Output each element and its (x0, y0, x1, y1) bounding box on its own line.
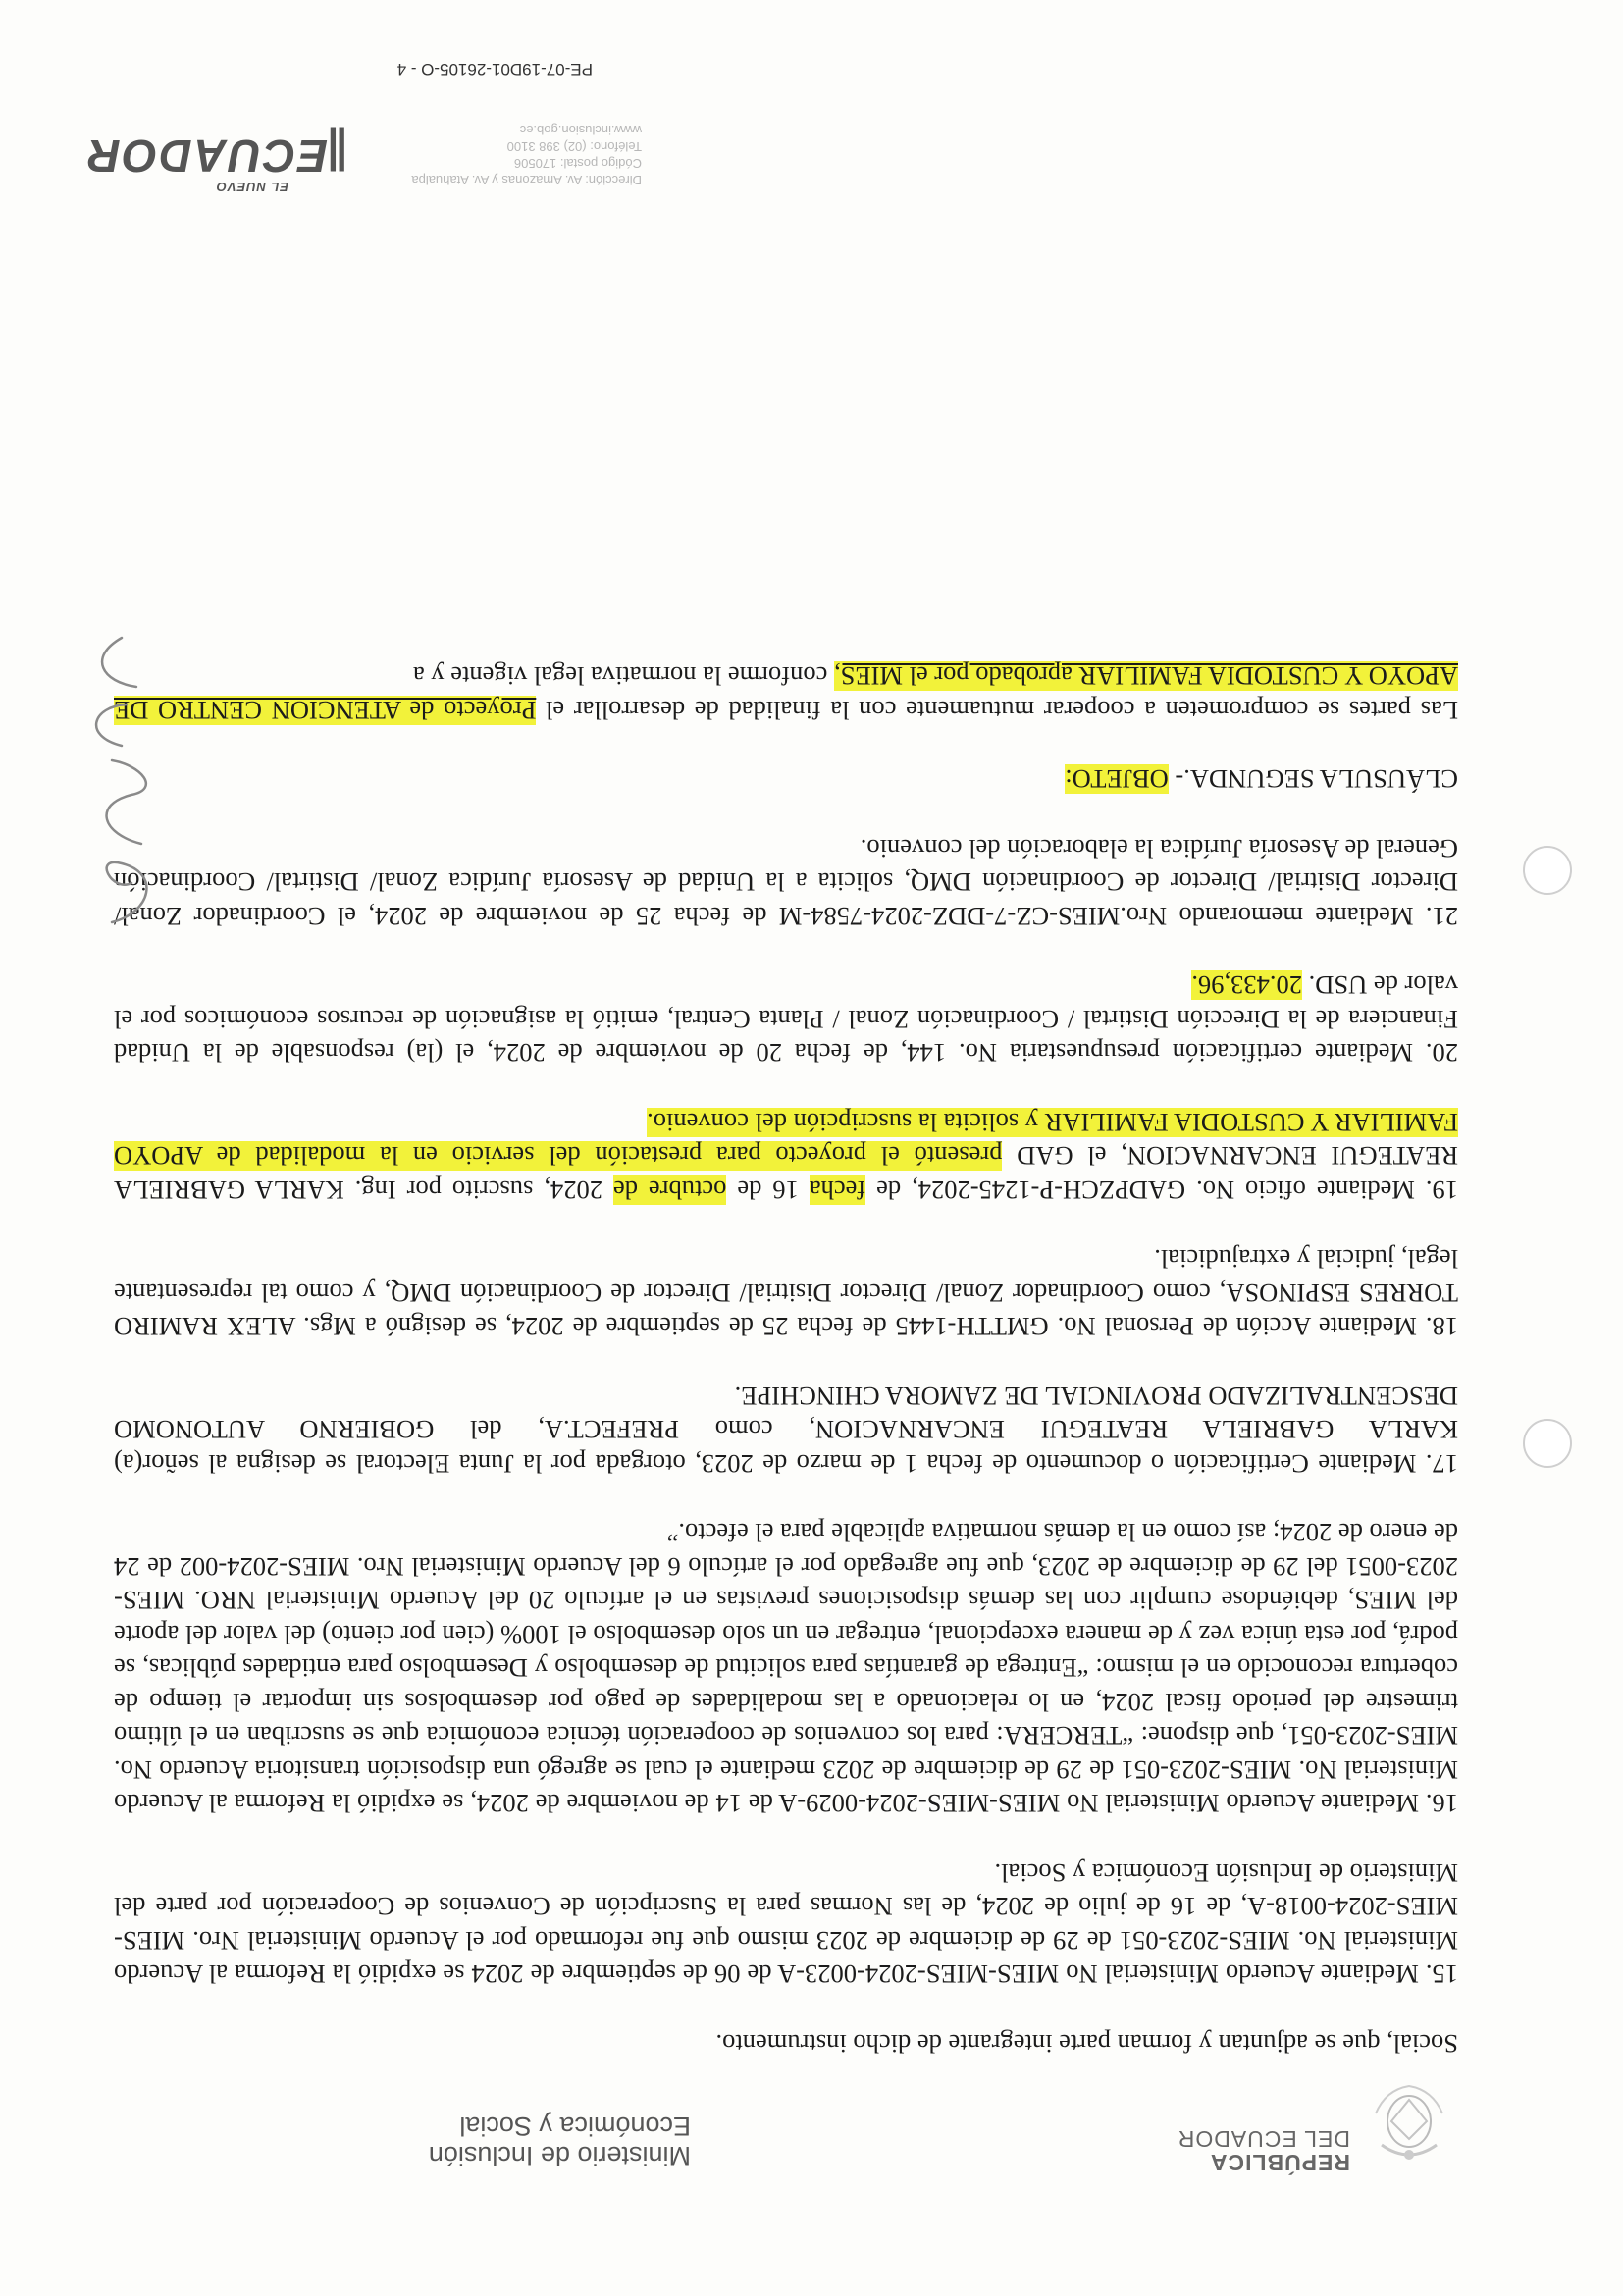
brand-small-text: EL NUEVO (215, 180, 288, 194)
paragraph-22 (114, 659, 1458, 727)
clause-heading (114, 762, 1458, 797)
page-footer (82, 60, 1456, 196)
p19-text-a: 19. Mediante oficio No. GADPZCH-P-1245-2024, de (865, 1175, 1458, 1205)
punch-hole-icon (1523, 846, 1572, 895)
p22-text-a: Las partes se comprometen a cooperar mutuamente con la finalidad de desarrollar el (536, 696, 1458, 725)
brand-bars-icon: ∥ (327, 127, 349, 178)
brand-big-text: ECUADOR (85, 130, 328, 182)
clause-title: CLÁUSULA SEGUNDA.- (1168, 764, 1458, 795)
p20-text-a: 20. Mediante certificación presupuestaria No. 144, de fecha 20 de noviembre de 2024, el (la) responsable de la Unidad Financiera de la Dirección Distirtal / Coordinación Zonal / Planta Central, emitió la asignación de recursos económicos por el valor de USD. (114, 970, 1458, 1069)
p22-highlight-project: Proyecto de ATENCION CENTRO DE APOYO Y CUSTODIA FAMILIAR aprobado por el MIES, (114, 661, 1458, 725)
handwritten-signature (43, 618, 181, 932)
paragraph-21: 21. Mediante memorando Nro.MIES-CZ-7-DDZ-2024-7584-M de fecha 25 de noviembre de 2024, el Coordinador Zonal/ Director Disitrial/ Director de Coordinación DMQ, solicita a la Unidad de Asesoría Jurídica Zonal/ Distirtal/ Coordinación General de Asesoría Jurídica la elaboración del convenio. (114, 834, 1458, 931)
p22-text-c: conforme la normativa legal vigente y a (413, 661, 835, 692)
document-code: PE-07-19D01-26105-O - 4 (396, 60, 593, 78)
republic-line-2: DEL ECUADOR (1177, 2126, 1350, 2152)
footer-address-line: Teléfono: (02) 398 3100 (506, 139, 642, 154)
p19-highlight-fecha: fecha (809, 1175, 866, 1205)
paragraph-18: 18. Mediante Acción de Personal No. GMTTH-1445 de fecha 25 de septiembre de 2024, se designó a Mgs. ALEX RAMIRO TORRES ESPINOSA, como Coordinador Zonal/ Director Disitrial/ Director de Coordinación DMQ, y como tal representante legal, judicial y extrajudicial. (114, 1244, 1458, 1342)
ministry-line-2: Económica y Social (459, 2112, 691, 2141)
ministry-line-1: Ministerio de Inclusión (428, 2141, 691, 2170)
letterhead (82, 2062, 1456, 2180)
document-body (114, 659, 1458, 2061)
footer-address-line: Código postal: 170506 (513, 156, 642, 171)
ministry-name (429, 2112, 691, 2170)
p19-highlight-octubre: octubre de (612, 1175, 727, 1205)
el-nuevo-ecuador-logo (85, 127, 349, 194)
p20-highlight-amount: 20.433,96. (1191, 970, 1303, 1001)
republic-name (1178, 2127, 1350, 2174)
footer-address (396, 122, 642, 188)
punch-hole-icon (1523, 1419, 1572, 1468)
paragraph-20 (114, 968, 1458, 1070)
paragraph-17: 17. Mediante Certificación o documento de fecha 1 de marzo de 2023, otorgada por la Junta Electoral se designa al señor(a) KARLA GABRIELA REATEGUI ENCARNACION, como PREFECT.A, del GOBIERNO AUTONOMO DESCENTRALIZADO PROVINCIAL DE ZAMORA CHINCHIPE. (114, 1382, 1458, 1479)
coat-of-arms-icon (1362, 2078, 1456, 2172)
p19-text-e: 2024, suscrito por Ing. KARLA GABRIELA REATEGUI ENCARNACION, el GAD (114, 1141, 1458, 1205)
p19-text-c: 16 de (726, 1175, 810, 1205)
footer-address-line: www.inclusion.gob.ec (519, 123, 642, 137)
paragraph-14-end: Social, que se adjuntan y forman parte integrante de dicho instrumento. (715, 2029, 1458, 2059)
footer-address-line: Dirección: Av. Amazonas y Av. Atahualpa (411, 173, 642, 187)
paragraph-15: 15. Mediante Acuerdo Ministerial No MIES-MIES-2024-0023-A de 06 de septiembre de 2024 se expidió la Reforma al Acuerdo Ministerial No. MIES-2023-051 de 29 de diciembre de 2023 mismo que fue reformado por el Acuerdo Ministerial Nro. MIES-MIES-2024-0018-A, de 16 de julio de 2024, de las Normas para la Suscripción de Convenios de Cooperación por parte del Ministerio de Inclusión Económica y Social. (114, 1858, 1458, 1990)
paragraph-19 (114, 1106, 1458, 1208)
republic-line-1: REPÚBLICA (1209, 2150, 1350, 2175)
p19-highlight-proyecto: presentó el proyecto para prestación del servicio en la modalidad de APOYO FAMILIAR Y CUSTODIA FAMILIAR y solicita la suscripción del convenio. (114, 1108, 1458, 1172)
clause-object-highlight: OBJETO: (1065, 764, 1169, 795)
paragraph-16: 16. Mediante Acuerdo Ministerial No MIES-MIES-2024-0029-A de 14 de noviembre de 2024, se expidió la Reforma al Acuerdo Ministerial No. MIES-2023-051 de 29 de diciembre de 2023 mediante el cual se agregó una disposición transitoria Acuerdo No. MIES-2023-051, que dispone: “TERCERA: para los convenios de cooperación técnica económica que se suscriban en el último trimestre del periodo fiscal 2024, en lo relacionado a las modalidades de pago por desembolsos sin importar el tiempo de cobertura reconocido en el mismo: “Entrega de garantías para solicitud de desembolso y Desembolso para entidades públicas, se podrá, por esta única vez y de manera excepcional, entregar en un solo desembolso el 100% (cien por ciento) del valor del aporte del MIES, debiéndose cumplir con las demás disposiciones previstas en el artículo 20 del Acuerdo Ministerial NRO. MIES-2023-0051 del 29 de diciembre de 2023, que fue agregado por el artículo 6 del Acuerdo Ministerial Nro. MIES-2024-002 de 24 de enero de 2024; así como en la demás normativa aplicable para el efecto.” (114, 1518, 1458, 1819)
